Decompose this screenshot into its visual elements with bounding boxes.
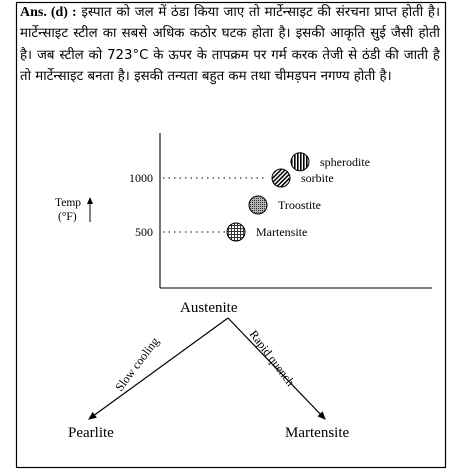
martensite-end-label: Martensite (285, 425, 350, 441)
answer-text: इस्पात को जल में ठंडा किया जाए तो मार्टेन्साइट की संरचना प्राप्त होती है। मार्टेन्साइट स्टील का सबसे अधिक कठोर घटक होता है। इसकी आकृति सुई जैसी होती है। जब स्टील को 723°C के ऊपर के तापक्रम पर गर्म करक तेजी से ठंडी की जाती है तो मार्टेन्साइट बनता है। इसकी तन्यता बहुत कम तथा चीमड़पन नगण्य होती है। (20, 5, 440, 85)
y-axis-label-unit: (°F) (58, 211, 77, 223)
phase-point-martensite (227, 223, 245, 241)
pearlite-label: Pearlite (68, 425, 114, 441)
rapid-quench-label: Rapid quench (246, 327, 298, 389)
answer-label: Ans. (d) : (20, 5, 77, 20)
phase-point-troostite (249, 196, 267, 214)
y-tick-label-500: 500 (135, 225, 153, 239)
phase-label-spherodite: spherodite (320, 154, 370, 169)
slow-cooling-label: Slow cooling (112, 334, 162, 394)
phase-point-sorbite (272, 169, 290, 187)
phase-label-martensite: Martensite (256, 225, 308, 239)
y-axis-label-temp: Temp (55, 197, 82, 209)
y-tick-label-1000: 1000 (129, 171, 153, 185)
phase-point-spherodite (291, 153, 309, 171)
slow-cooling-arrow (89, 318, 228, 419)
phase-label-troostite: Troostite (278, 198, 321, 212)
austenite-label: Austenite (180, 300, 238, 316)
phase-label-sorbite: sorbite (301, 171, 334, 185)
